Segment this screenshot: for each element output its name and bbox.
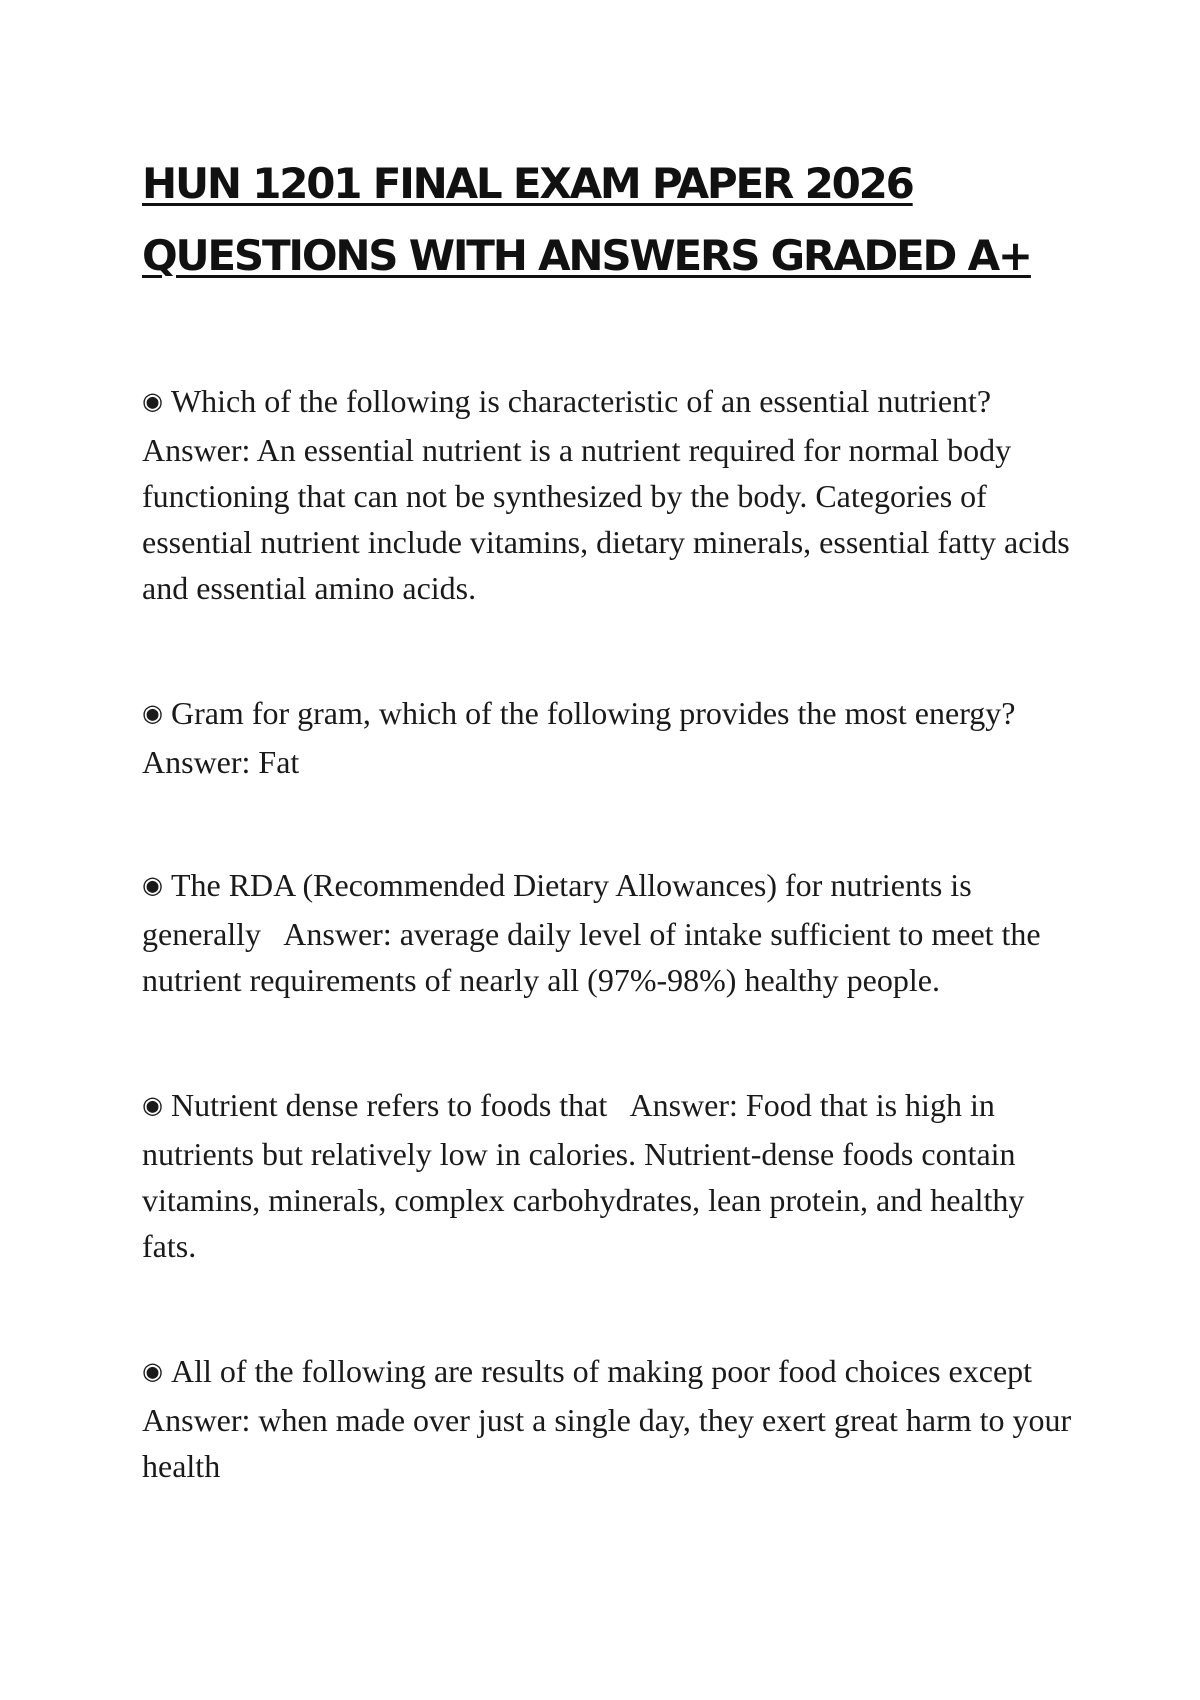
qa-item-2 — [142, 690, 1082, 785]
document-title: HUN 1201 FINAL EXAM PAPER 2026 QUESTIONS WITH ANSWERS GRADED A+ — [142, 159, 1031, 280]
question-text: The RDA (Recommended Dietary Allowances) for nutrients is generally — [142, 867, 972, 952]
qa-item-4 — [142, 1082, 1082, 1269]
question-text: Nutrient dense refers to foods that — [170, 1087, 608, 1123]
question-text: Gram for gram, which of the following provides the most energy? — [170, 695, 1016, 731]
answer-text: Answer: when made over just a single day, they exert great harm to your health — [142, 1402, 1072, 1484]
qa-item-5 — [142, 1348, 1082, 1489]
radio-bullet-icon: ◉ — [142, 1357, 163, 1385]
question-text: Which of the following is characteristic of an essential nutrient? — [170, 383, 992, 419]
radio-bullet-icon: ◉ — [142, 699, 163, 727]
answer-text: Answer: average daily level of intake sufficient to meet the nutrient requirements of nearly all (97%-98%) healthy people. — [142, 916, 1041, 998]
radio-bullet-icon: ◉ — [142, 871, 163, 899]
question-text: All of the following are results of making poor food choices except — [170, 1353, 1033, 1389]
radio-bullet-icon: ◉ — [142, 387, 163, 415]
answer-text: Answer: An essential nutrient is a nutrient required for normal body functioning that can not be synthesized by the body. Categories of essential nutrient include vitamins, dietary minerals, essential fatty acids and essential amino acids. — [142, 432, 1070, 606]
qa-item-3 — [142, 862, 1082, 1003]
radio-bullet-icon: ◉ — [142, 1091, 163, 1119]
qa-item-1 — [142, 378, 1082, 611]
answer-text: Answer: Food that is high in nutrients but relatively low in calories. Nutrient-dense foods contain vitamins, minerals, complex carbohydrates, lean protein, and healthy fats. — [142, 1087, 1025, 1264]
answer-text: Answer: Fat — [142, 744, 300, 780]
